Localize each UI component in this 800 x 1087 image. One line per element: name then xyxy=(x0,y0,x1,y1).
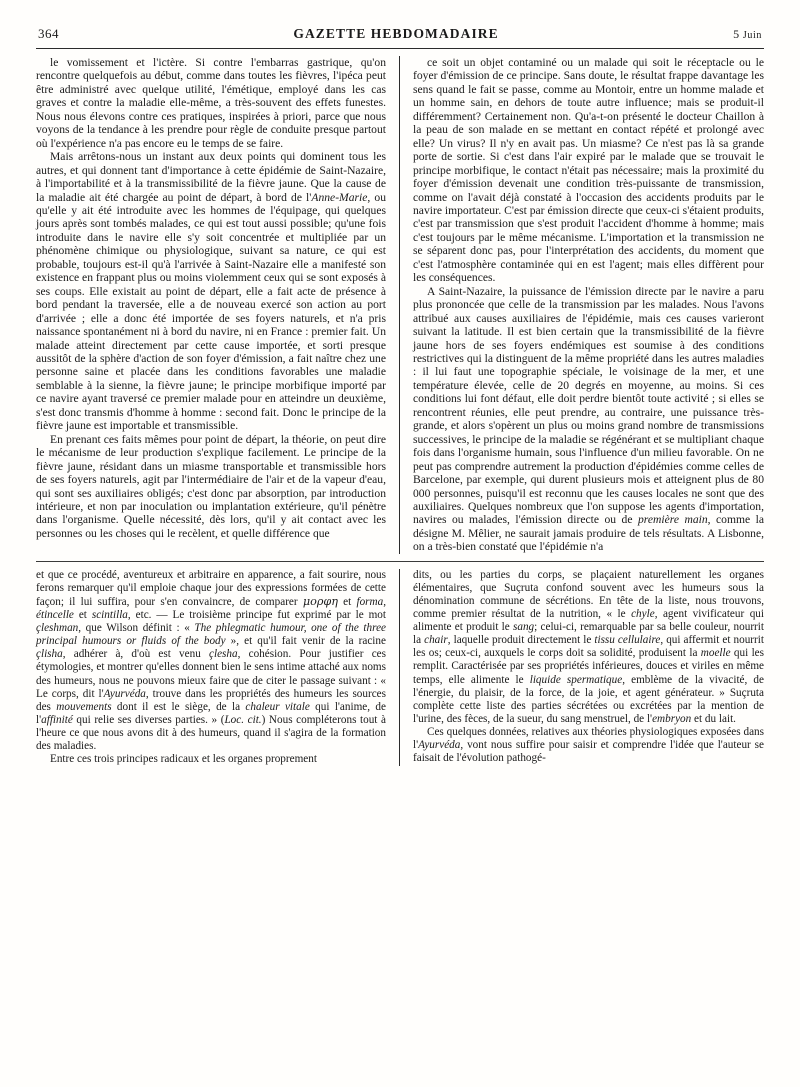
issue-date xyxy=(733,27,762,42)
date-day: 5 xyxy=(733,27,740,41)
paragraph: Ces quelques données, relatives aux théories physiologiques exposées dans l'Ayurvéda, vont nous suffire pour saisir et comprendre l'idée que l'auteur se faisait de l'évolution pathogé- xyxy=(413,725,764,765)
lower-right-column xyxy=(400,569,764,766)
upper-section xyxy=(36,56,764,554)
lower-section xyxy=(36,569,764,766)
page-folio: 364 xyxy=(38,26,59,41)
paragraph: A Saint-Nazaire, la puissance de l'émission directe par le navire a paru plus prononcée que celle de la transmission par les malades. Nous l'avons attribué aux causes auxiliaires de l'épidémie, mais ces causes varieront suivant la latitude. Il est bien certain que la transmissibilité de la fièvre jaune hors de ses foyers endémiques est soumise à des conditions restrictives qui la distinguent de la même propriété dans les autres maladies : il lui faut une topographie spéciale, le voisinage de la mer, et une température élevée, celle de 20 degrés en moyenne, au moins. Si ces conditions lui font défaut, elle doit perdre bientôt toute activité ; si elles se rencontrent réunies, elle peut prendre, au contraire, une puissance très-grande, et alors s'opèrent un plus ou moins grand nombre de transmissions successives, le principe de la maladie se régénérant et se multipliant chaque fois dans l'organisme humain, sous l'influence d'un milieu favorable. On ne peut pas comprendre autrement la production d'épidémies comme celles de Barcelone, par exemple, qui durent plusieurs mois et atteignent plus de 80 000 personnes, puisqu'il est reconnu que les causes locales ne sont que des auxiliaires. Quelques nombreux que l'on suppose les agents d'importation, navires ou malades, l'émission directe ou de première main, comme la désigne M. Mêlier, ne saurait jamais produire de tels résultats. A Lisbonne, on a très-bien constaté que l'épidémie n'a xyxy=(413,284,765,554)
journal-title: GAZETTE HEBDOMADAIRE xyxy=(293,26,499,41)
paragraph: Mais arrêtons-nous un instant aux deux points qui dominent tous les autres, et qui donnent tant d'importance à cette épidémie de Saint-Nazaire, à l'importabilité et à la transmissibilité de la fièvre jaune. Que la cause de la maladie ait été chargée au point de départ, à bord de l'Anne-Marie, ou qu'elle y ait été introduite avec les hommes de l'équipage, qui quelques jours après sont tombés malades, ce qui est tout aussi possible; qu'une fois introduite dans le navire elle s'y soit concentrée et multipliée par un phénomène chimique ou physiologique, suivant sa nature, ce qui est probable, toujours est-il qu'à l'arrivée à Saint-Nazaire elle a manifesté son existence en frappant plus ou moins violemment ceux qui se sont exposés à ses coups. Elle existait au point de départ, elle a fait acte de présence à bord pendant la traversée, elle a de nouveau exercé son action au port d'arrivée ; elle a donc été importée de ses foyers naturels, et n'a pris naissance spontanément ni à bord du navire, ni en France : premier fait. Un malade atteint directement par cette cause importée, et sorti presque aussitôt de la sphère d'action de son foyer d'émission, a fait naître chez une personne saine et placée dans les conditions favorables une maladie semblable à la sienne, la fièvre jaune; le principe morbifique importé par ce navire ayant traversé ce premier malade pour en atteindre un deuxième, s'est donc transmis d'homme à homme : second fait. Donc le principe de la fièvre jaune est importable et transmissible. xyxy=(36,150,386,433)
head-rule xyxy=(36,48,764,49)
paragraph: et que ce procédé, aventureux et arbitraire en apparence, a fait sourire, nous ferons remarquer qu'il emploie chaque jour des expressions formées de cette façon; il lui suffira, pour s'en convaincre, de comparer μορφη et forma, étincelle et scintilla, etc. — Le troisième principe fut exprimé par le mot çleshman, que Wilson définit : « The phlegmatic humour, one of the three principal humours or fluids of the body », et qu'il fait venir de la racine çlisha, adhérer à, d'où est venu çlesha, cohésion. Pour justifier ces étymologies, et montrer qu'elles donnent bien le sens intime attaché aux noms des humeurs, nous ne pouvons mieux faire que de citer le passage suivant : « Le corps, dit l'Ayurvéda, trouve dans les propriétés des humeurs les sources des mouvements dont il est le siège, de la chaleur vitale qui l'anime, de l'affinité qui relie ses diverses parties. » (Loc. cit.) Nous compléterons tout à l'heure ce que nous avons dit à des humeurs, quand il s'agira de la formation des maladies. xyxy=(36,568,387,752)
date-month: Juin xyxy=(742,30,762,41)
paragraph: dits, ou les parties du corps, se plaçaient naturellement les organes élémentaires, que Suçruta confond souvent avec les humeurs sous la dénomination commune de sécrétions. En tête de la liste, nous trouvons, comme premier résultat de la nutrition, « le chyle, agent vivificateur qui alimente et produit le sang; celui-ci, remarquable par sa belle couleur, nourrit la chair, laquelle produit directement le tissu cellulaire, qui affermit et nourrit les os; ceux-ci, auxquels le corps doit sa solidité, produisent la moelle qui les remplit. Caractérisée par ses propriétés inférieures, douces et viriles en même temps, elle alimente le liquide spermatique, emblème de la vivacité, de l'énergie, du plaisir, de la force, de la joie, et agent générateur. » Suçruta complète cette liste des parties sécrétées ou excrétées par la mention de l'urine, des fèces, de la sueur, du sang menstruel, de l'embryon et du lait. xyxy=(413,568,764,725)
paragraph: ce soit un objet contaminé ou un malade qui soit le réceptacle ou le foyer d'émission de ce principe. Sans doute, le résultat frappe davantage les sens quand le fait se passe, comme au Montoir, entre un homme malade et un homme sain, en dehors de toute autre influence; mais se produit-il différemment? Certainement non. Qu'a-t-on présenté le docteur Chaillon à la peau de son malade en se mettant en contact répété et prolongé avec elle? Un virus? Il n'y en avait pas. Un miasme? Ce n'est pas là sa grande porte de sortie. Si c'est dans l'air expiré par le malade que se trouvait le principe morbifique, le contact n'était pas nécessaire; mais la proximité du foyer d'émission devenait une condition très-puissante de transmission, comme on l'avait déjà constaté à l'occasion des accidents produits par le navire importateur. C'est par émission directe que ceux-ci s'étaient produits, c'est par transmission que s'est produit l'accident d'homme à homme; mais c'est toujours par le même mécanisme. L'importation et la transmission ne se séparent donc pas, pour l'interprétation des accidents, du moment que c'est l'atmosphère contaminée qui en est l'agent; mais elles diffèrent pour les conséquences. xyxy=(413,56,764,285)
paragraph: En prenant ces faits mêmes pour point de départ, la théorie, on peut dire le mécanisme de leur production s'explique facilement. Le principe de la fièvre jaune, résidant dans un miasme transportable et transmissible hors de ses foyers naturels, agit par l'intermédiaire de l'air et de la vapeur d'eau, qui sont ses auxiliaires obligés; c'est donc par absorption, par introduction intérieure, et non par inoculation ou implantation extérieure, qu'il pénètre dans l'organisme. Quelle nécessité, dès lors, qu'il y ait contact avec les personnes ou les choses qui le recèlent, et quelle différence que xyxy=(36,432,386,540)
section-divider-rule xyxy=(36,561,764,562)
upper-right-column xyxy=(400,56,764,554)
paragraph: Entre ces trois principes radicaux et les organes proprement xyxy=(50,753,317,766)
paragraph: le vomissement et l'ictère. Si contre l'embarras gastrique, qu'on rencontre quelquefois au début, comme dans toutes les fièvres, l'ipéca peut être administré avec quelque utilité, l'émétique, employé dans les cas graves et contre la maladie elle-même, a très-souvent des effets funestes. Nous nous élevons contre ces pratiques, inspirées à priori, parce que nous voyons de la tendance à les prendre pour règle de conduite presque partout où l'expérience n'a pas encore eu le temps de se faire. xyxy=(36,56,386,150)
running-head xyxy=(36,26,764,48)
upper-left-column xyxy=(36,56,400,554)
lower-left-column xyxy=(36,569,400,766)
